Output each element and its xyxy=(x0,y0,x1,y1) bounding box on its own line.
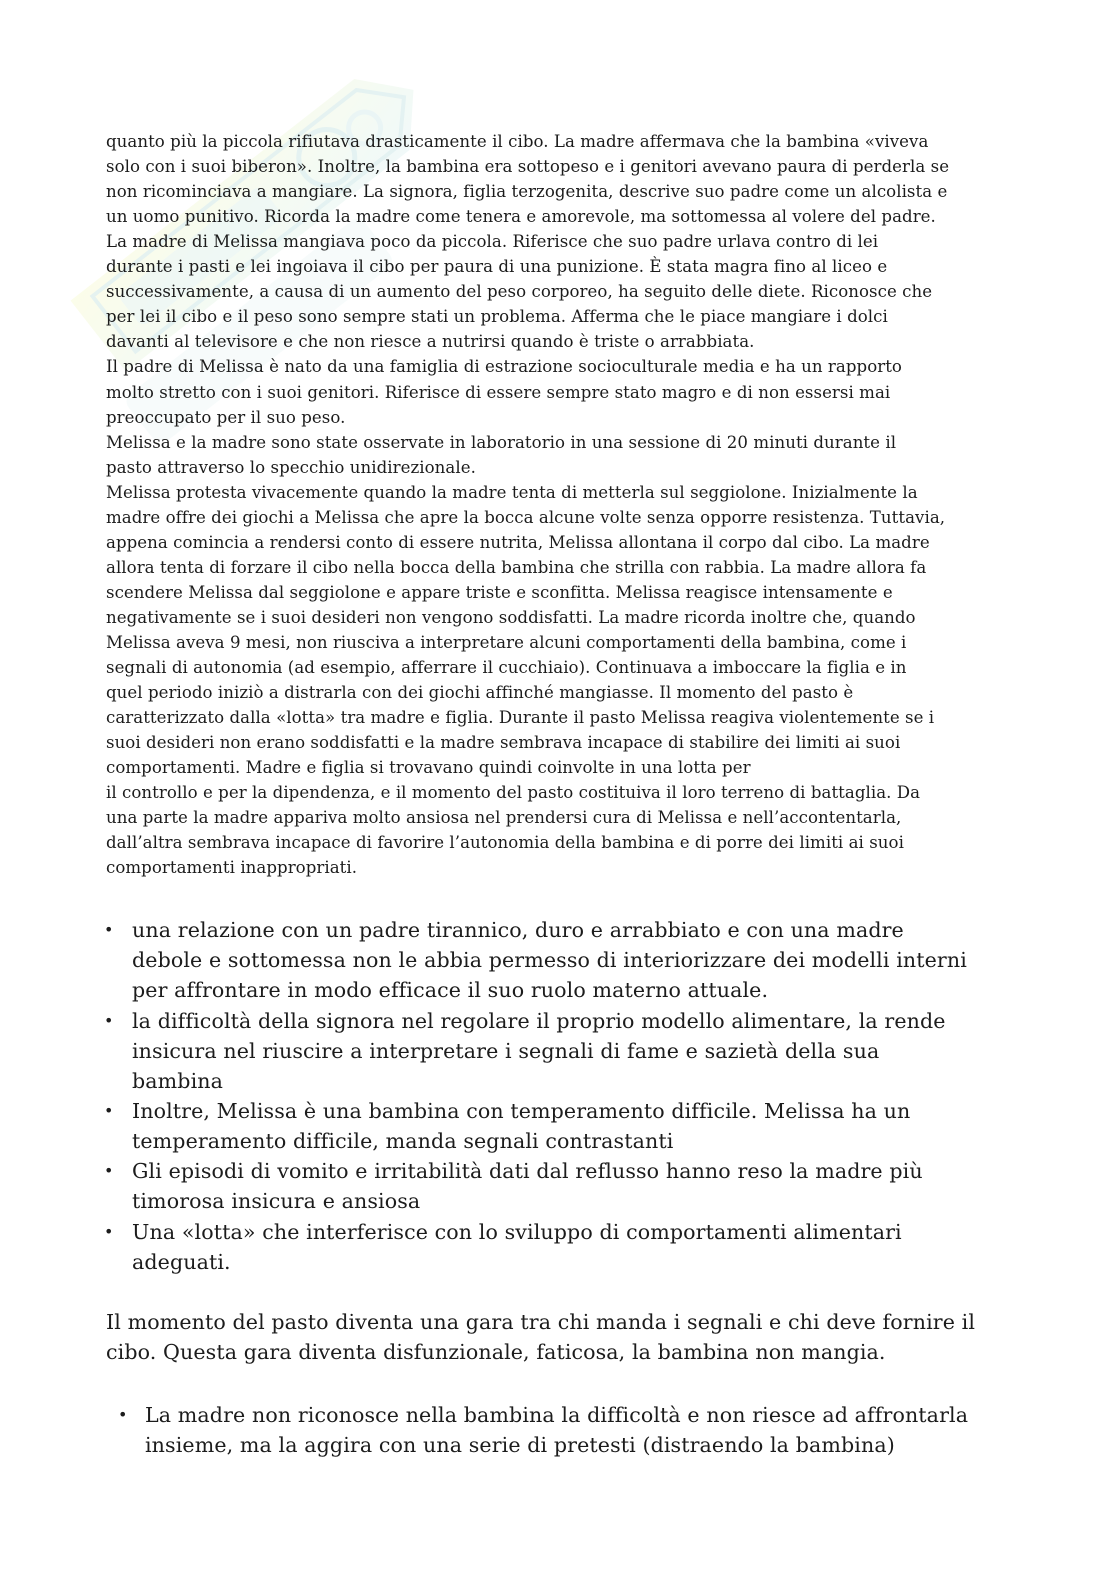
text-line: Il momento del pasto diventa una gara tra chi manda i segnali e chi deve fornire il xyxy=(106,1310,976,1334)
bullet-text-line: temperamento difficile, manda segnali contrastanti xyxy=(132,1129,674,1153)
text-line: il controllo e per la dipendenza, e il momento del pasto costituiva il loro terreno di battaglia. Da xyxy=(106,783,921,802)
bullet-text-line: Gli episodi di vomito e irritabilità dati dal reflusso hanno reso la madre più xyxy=(132,1159,923,1183)
text-line: Melissa e la madre sono state osservate in laboratorio in una sessione di 20 minuti durante il xyxy=(106,433,897,452)
bullet-text-line: Una «lotta» che interferisce con lo sviluppo di comportamenti alimentari xyxy=(132,1220,902,1244)
bullet-marker-icon: • xyxy=(118,1405,128,1424)
text-line: Melissa protesta vivacemente quando la madre tenta di metterla sul seggiolone. Inizialmente la xyxy=(106,483,918,502)
text-line: Melissa aveva 9 mesi, non riusciva a interpretare alcuni comportamenti della bambina, come i xyxy=(106,633,907,652)
text-line: quel periodo iniziò a distrarla con dei giochi affinché mangiasse. Il momento del pasto è xyxy=(106,683,854,702)
bullet-marker-icon: • xyxy=(104,920,114,939)
text-line: cibo. Questa gara diventa disfunzionale, faticosa, la bambina non mangia. xyxy=(106,1340,886,1364)
text-line: La madre di Melissa mangiava poco da piccola. Riferisce che suo padre urlava contro di lei xyxy=(106,232,879,251)
text-line: preoccupato per il suo peso. xyxy=(106,408,346,427)
bullet-text-line: per affrontare in modo efficace il suo ruolo materno attuale. xyxy=(132,978,769,1002)
text-line: comportamenti. Madre e figlia si trovavano quindi coinvolte in una lotta per xyxy=(106,758,751,777)
text-line: dall’altra sembrava incapace di favorire l’autonomia della bambina e di porre dei limiti ai suoi xyxy=(106,833,904,852)
text-line: durante i pasti e lei ingoiava il cibo per paura di una punizione. È stata magra fino al liceo e xyxy=(106,257,888,276)
text-line: solo con i suoi biberon». Inoltre, la bambina era sottopeso e i genitori avevano paura di perderla se xyxy=(106,157,950,176)
text-line: suoi desideri non erano soddisfatti e la madre sembrava incapace di stabilire dei limiti ai suoi xyxy=(106,733,901,752)
text-line: una parte la madre appariva molto ansiosa nel prendersi cura di Melissa e nell’accontentarla, xyxy=(106,808,902,827)
text-line: pasto attraverso lo specchio unidirezionale. xyxy=(106,458,476,477)
text-line: caratterizzato dalla «lotta» tra madre e figlia. Durante il pasto Melissa reagiva violentemente se i xyxy=(106,708,935,727)
bullet-text-line: timorosa insicura e ansiosa xyxy=(132,1189,421,1213)
bullet-marker-icon: • xyxy=(104,1101,114,1120)
bullet-marker-icon: • xyxy=(104,1011,114,1030)
bullet-text-line: la difficoltà della signora nel regolare il proprio modello alimentare, la rende xyxy=(132,1009,946,1033)
bullet-text-line: insicura nel riuscire a interpretare i segnali di fame e sazietà della sua xyxy=(132,1039,880,1063)
bullet-text-line: La madre non riconosce nella bambina la difficoltà e non riesce ad affrontarla xyxy=(145,1403,969,1427)
text-line: madre offre dei giochi a Melissa che apre la bocca alcune volte senza opporre resistenza. Tuttavia, xyxy=(106,508,946,527)
text-line: molto stretto con i suoi genitori. Riferisce di essere sempre stato magro e di non essersi mai xyxy=(106,383,891,402)
text-line: segnali di autonomia (ad esempio, afferrare il cucchiaio). Continuava a imboccare la figlia e in xyxy=(106,658,907,677)
text-line: appena comincia a rendersi conto di essere nutrita, Melissa allontana il corpo dal cibo. La madre xyxy=(106,533,930,552)
bullet-text-line: bambina xyxy=(132,1069,223,1093)
bullet-text-line: adeguati. xyxy=(132,1250,231,1274)
text-line: Il padre di Melissa è nato da una famiglia di estrazione socioculturale media e ha un rapporto xyxy=(106,357,902,376)
text-line: successivamente, a causa di un aumento del peso corporeo, ha seguito delle diete. Riconosce che xyxy=(106,282,933,301)
text-line: scendere Melissa dal seggiolone e appare triste e sconfitta. Melissa reagisce intensamente e xyxy=(106,583,893,602)
bullet-text-line: Inoltre, Melissa è una bambina con temperamento difficile. Melissa ha un xyxy=(132,1099,911,1123)
bullet-text-line: una relazione con un padre tirannico, duro e arrabbiato e con una madre xyxy=(132,918,904,942)
text-line: per lei il cibo e il peso sono sempre stati un problema. Afferma che le piace mangiare i dolci xyxy=(106,307,888,326)
text-line: quanto più la piccola rifiutava drasticamente il cibo. La madre affermava che la bambina «viveva xyxy=(106,132,929,151)
bullet-marker-icon: • xyxy=(104,1161,114,1180)
text-line: un uomo punitivo. Ricorda la madre come tenera e amorevole, ma sottomessa al volere del padre. xyxy=(106,207,936,226)
text-line: non ricominciava a mangiare. La signora, figlia terzogenita, descrive suo padre come un alcolista e xyxy=(106,182,948,201)
text-line: comportamenti inappropriati. xyxy=(106,858,358,877)
text-line: allora tenta di forzare il cibo nella bocca della bambina che strilla con rabbia. La madre allora fa xyxy=(106,558,927,577)
bullet-text-line: debole e sottomessa non le abbia permesso di interiorizzare dei modelli interni xyxy=(132,948,967,972)
bullet-marker-icon: • xyxy=(104,1222,114,1241)
text-line: davanti al televisore e che non riesce a nutrirsi quando è triste o arrabbiata. xyxy=(106,332,755,351)
text-line: negativamente se i suoi desideri non vengono soddisfatti. La madre ricorda inoltre che, quando xyxy=(106,608,916,627)
bullet-text-line: insieme, ma la aggira con una serie di pretesti (distraendo la bambina) xyxy=(145,1433,895,1457)
